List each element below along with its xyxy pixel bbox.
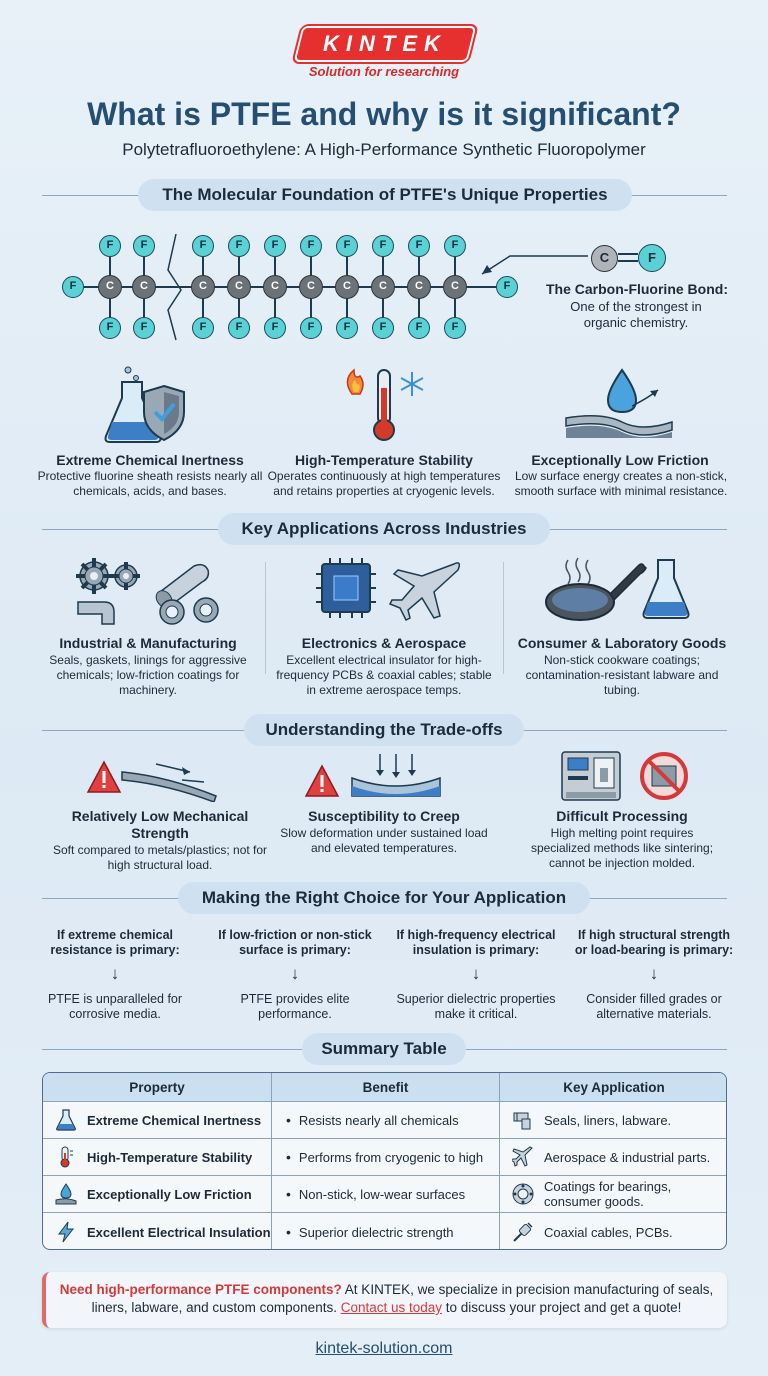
choice-block <box>212 928 378 1022</box>
water-drop-icon <box>51 1183 81 1205</box>
choice-condition: If high structural strength or load-bearing is primary: <box>574 928 734 957</box>
application-description: Seals, gaskets, linings for aggressive chemicals; low-friction coatings for machinery. <box>49 653 247 697</box>
tradeoff-description: Slow deformation under sustained load and elevated temperatures. <box>280 826 488 855</box>
fluorine-atom: F <box>300 317 322 339</box>
property-title: Extreme Chemical Inertness <box>56 452 244 468</box>
carbon-atom: C <box>299 275 323 299</box>
arrow-down-icon: ↓ <box>290 964 300 983</box>
choice-block <box>572 928 736 1022</box>
carbon-atom: C <box>132 275 156 299</box>
choice-result: PTFE provides elite performance. <box>240 992 350 1021</box>
cf-bond-icon <box>588 242 678 274</box>
tradeoff-title: Relatively Low Mechanical Strength <box>71 808 249 841</box>
tradeoff-description: High melting point requires specialized methods like sintering; cannot be injection molded. <box>530 826 714 870</box>
table-cell-application: Aerospace & industrial parts. <box>544 1149 711 1165</box>
choice-condition: If high-frequency electrical insulation is primary: <box>396 928 556 957</box>
page-subtitle: Polytetrafluoroethylene: A High-Performance Synthetic Fluoropolymer <box>122 140 646 159</box>
fluorine-atom: F <box>99 317 121 339</box>
logo-tagline: Solution for researching <box>308 64 460 79</box>
fluorine-atom: F <box>228 317 250 339</box>
carbon-atom: C <box>335 275 359 299</box>
carbon-atom: C <box>443 275 467 299</box>
table-header-cell: Key Application <box>563 1079 665 1095</box>
bond-title: The Carbon-Fluorine Bond: <box>546 281 728 297</box>
application-description: Non-stick cookware coatings; contamination-resistant labware and tubing. <box>525 653 719 697</box>
call-to-action-box <box>42 1272 727 1328</box>
choice-block <box>40 928 190 1022</box>
thermometer-icon <box>51 1146 81 1168</box>
chip-airplane-icon <box>316 558 466 624</box>
table-cell-property: Extreme Chemical Inertness <box>87 1112 262 1128</box>
cable-icon <box>508 1221 538 1243</box>
fluorine-atom: F <box>133 235 155 257</box>
property-title: Exceptionally Low Friction <box>531 452 709 468</box>
logo-brand: KINTEK <box>323 31 447 56</box>
bullet-icon: • <box>286 1149 291 1165</box>
cta-headline: Need high-performance PTFE components? <box>59 1282 342 1297</box>
carbon-atom: C <box>591 245 618 272</box>
fluorine-atom: F <box>372 317 394 339</box>
fluorine-atom: F <box>408 235 430 257</box>
fluorine-atom: F <box>444 235 466 257</box>
fluorine-atom: F <box>264 235 286 257</box>
table-row <box>43 1138 727 1175</box>
property-description: Operates continuously at high temperatures and retains properties at cryogenic levels. <box>267 469 501 498</box>
application-title: Industrial & Manufacturing <box>59 635 237 651</box>
table-row <box>43 1101 727 1138</box>
table-cell-application: Seals, liners, labware. <box>544 1112 672 1128</box>
choice-result: Superior dielectric properties make it critical. <box>396 992 556 1021</box>
fluorine-atom: F <box>99 235 121 257</box>
bullet-icon: • <box>286 1112 291 1128</box>
application-title: Consumer & Laboratory Goods <box>517 635 727 651</box>
table-cell-benefit: Superior dielectric strength <box>298 1224 454 1240</box>
table-row <box>43 1212 727 1250</box>
summary-table <box>42 1072 727 1250</box>
water-drop-surface-icon <box>562 368 674 444</box>
column-divider <box>503 562 504 674</box>
fluorine-atom: F <box>133 317 155 339</box>
table-row <box>43 1175 727 1212</box>
tradeoff-title: Difficult Processing <box>556 808 688 824</box>
bullet-icon: • <box>286 1224 291 1240</box>
machine-no-molding-icon <box>560 748 692 804</box>
fluorine-atom: F <box>264 317 286 339</box>
column-divider <box>265 562 266 674</box>
logo <box>0 26 768 86</box>
flask-shield-icon <box>102 364 198 446</box>
application-title: Electronics & Aerospace <box>301 635 467 651</box>
fluorine-atom: F <box>228 235 250 257</box>
carbon-atom: C <box>227 275 251 299</box>
thermometer-fire-snowflake-icon <box>340 366 430 446</box>
fluorine-atom: F <box>638 244 666 272</box>
carbon-atom: C <box>371 275 395 299</box>
fluorine-atom: F <box>372 235 394 257</box>
cta-text: to discuss your project and get a quote! <box>442 1300 682 1315</box>
section-header-summary: Summary Table <box>302 1033 466 1065</box>
arrow-down-icon: ↓ <box>110 964 120 983</box>
bond-description: One of the strongest in organic chemistry. <box>570 299 702 330</box>
property-title: High-Temperature Stability <box>295 452 473 468</box>
cta-text: At KINTEK, we specialize in precision manufacturing of seals, liners, labware, and custom components. <box>91 1282 714 1315</box>
contact-us-link[interactable]: Contact us today <box>340 1300 443 1315</box>
choice-result: PTFE is unparalleled for corrosive media. <box>47 992 183 1021</box>
fluorine-atom: F <box>408 317 430 339</box>
section-header-choice: Making the Right Choice for Your Application <box>178 882 590 914</box>
application-description: Excellent electrical insulator for high-frequency PCBs & coaxial cables; stable in extreme aerospace temps. <box>276 653 492 697</box>
tradeoff-description: Soft compared to metals/plastics; not for high structural load. <box>52 843 268 872</box>
table-cell-application: Coatings for bearings, consumer goods. <box>544 1179 672 1209</box>
table-cell-property: High-Temperature Stability <box>87 1149 253 1165</box>
bearing-icon <box>508 1183 538 1205</box>
arrow-down-icon: ↓ <box>471 964 481 983</box>
choice-condition: If low-friction or non-stick surface is primary: <box>218 928 372 957</box>
warning-bent-bar-icon <box>86 758 226 802</box>
property-description: Protective fluorine sheath resists nearly all chemicals, acids, and bases. <box>37 469 263 498</box>
fluorine-atom: F <box>192 317 214 339</box>
table-cell-property: Excellent Electrical Insulation <box>87 1224 271 1240</box>
property-description: Low surface energy creates a non-stick, smooth surface with minimal resistance. <box>514 469 728 498</box>
fluorine-atom: F <box>336 235 358 257</box>
section-header-applications: Key Applications Across Industries <box>218 513 550 545</box>
pointer-arrow-icon <box>470 250 600 280</box>
website-link[interactable]: kintek-solution.com <box>315 1340 453 1357</box>
carbon-atom: C <box>191 275 215 299</box>
pan-flask-icon <box>544 556 694 628</box>
fluorine-atom: F <box>444 317 466 339</box>
ptfe-molecule-diagram <box>60 232 530 342</box>
section-header-molecular: The Molecular Foundation of PTFE's Unique Properties <box>138 179 632 211</box>
flask-icon <box>51 1109 81 1131</box>
bullet-icon: • <box>286 1186 291 1202</box>
tradeoff-title: Susceptibility to Creep <box>308 808 460 824</box>
airplane-icon <box>508 1146 538 1168</box>
table-cell-benefit: Resists nearly all chemicals <box>298 1112 459 1128</box>
pipe-fitting-icon <box>508 1109 538 1131</box>
fluorine-atom: F <box>496 276 518 298</box>
table-cell-benefit: Performs from cryogenic to high <box>298 1149 484 1165</box>
carbon-atom: C <box>407 275 431 299</box>
table-cell-benefit: Non-stick, low-wear surfaces <box>298 1186 466 1202</box>
table-header-cell: Benefit <box>272 1073 500 1101</box>
table-header-row <box>43 1073 727 1101</box>
table-header-cell: Property <box>43 1073 272 1101</box>
section-header-tradeoffs: Understanding the Trade-offs <box>244 714 524 746</box>
carbon-atom: C <box>263 275 287 299</box>
arrow-down-icon: ↓ <box>649 964 659 983</box>
fluorine-atom: F <box>336 317 358 339</box>
fluorine-atom: F <box>192 235 214 257</box>
warning-creep-icon <box>304 754 444 806</box>
table-cell-application: Coaxial cables, PCBs. <box>544 1224 673 1240</box>
fluorine-atom: F <box>300 235 322 257</box>
lightning-icon <box>51 1221 81 1243</box>
table-cell-property: Exceptionally Low Friction <box>87 1186 252 1202</box>
fluorine-atom: F <box>62 276 84 298</box>
choice-condition: If extreme chemical resistance is primary: <box>50 928 180 957</box>
choice-result: Consider filled grades or alternative materials. <box>586 992 722 1021</box>
choice-block <box>388 928 564 1022</box>
carbon-atom: C <box>98 275 122 299</box>
gears-pipe-icon <box>74 558 224 626</box>
page-title: What is PTFE and why is it significant? <box>87 96 681 132</box>
